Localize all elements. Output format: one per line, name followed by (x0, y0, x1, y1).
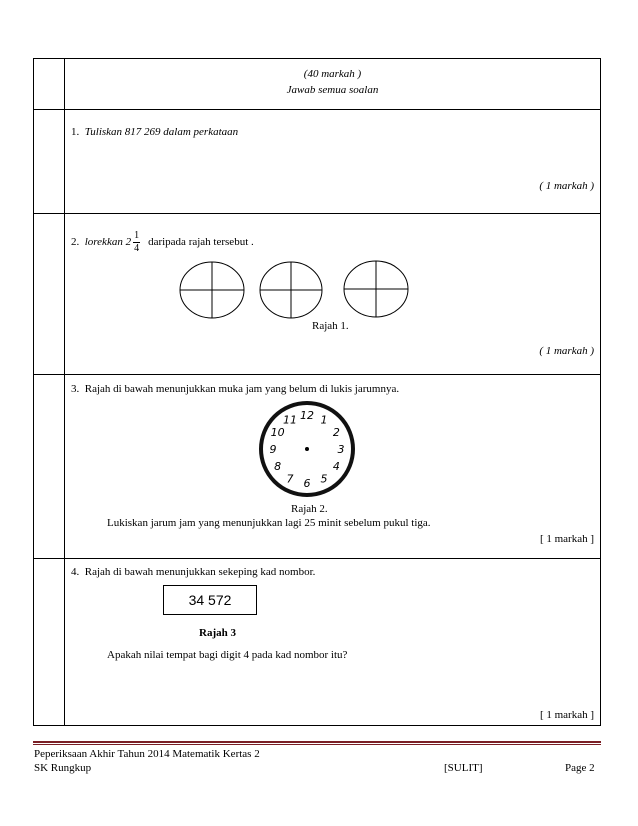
total-marks: (40 markah ) (303, 68, 362, 80)
clock-numeral: 2 (332, 426, 340, 439)
clock-center-dot (305, 447, 309, 451)
circle-diagrams (65, 214, 601, 374)
exam-title: Peperiksaan Akhir Tahun 2014 Matematik Kertas 2 (34, 748, 260, 760)
question-text: Rajah di bawah menunjukkan sekeping kad nombor. (84, 566, 316, 578)
instruction: Jawab semua soalan (286, 84, 379, 96)
classification-label: [SULIT] (444, 762, 483, 774)
question-number: 3. (71, 383, 80, 395)
quartered-circle-1 (180, 262, 244, 318)
margin-cell (34, 559, 65, 726)
figure-caption: Rajah 3 (199, 627, 236, 639)
margin-cell (34, 110, 65, 214)
fraction-numerator: 1 (134, 230, 140, 241)
section-header (65, 59, 601, 110)
question-text: Tuliskan 817 269 dalam perkataan (84, 126, 239, 138)
footer-rule (33, 741, 601, 743)
question-text: Rajah di bawah menunjukkan muka jam yang belum di lukis jarumnya. (84, 383, 400, 395)
clock-numeral: 12 (300, 409, 314, 422)
number-card: 34 572 (163, 585, 257, 615)
page-number: Page 2 (565, 762, 595, 774)
question-4 (65, 559, 601, 726)
question-number: 1. (71, 126, 80, 138)
footer-rule-thin (33, 744, 601, 745)
question-table (33, 58, 601, 726)
question-number: 4. (71, 566, 80, 578)
clock-numeral: 8 (274, 460, 282, 473)
question-number: 2. (71, 236, 80, 249)
figure-caption: Rajah 2. (291, 503, 328, 515)
marks-label: [ 1 markah ] (539, 533, 594, 545)
clock-numeral: 9 (269, 443, 277, 456)
clock-numeral: 11 (283, 413, 297, 427)
question-instruction: Lukiskan jarum jam yang menunjukkan lagi 25 minit sebelum pukul tiga. (107, 517, 431, 529)
clock-numeral: 1 (320, 413, 328, 427)
question-text-post: daripada rajah tersebut . (148, 236, 254, 249)
marks-label: ( 1 markah ) (539, 345, 594, 357)
question-prompt: Apakah nilai tempat bagi digit 4 pada kad nombor itu? (107, 649, 348, 661)
figure-caption: Rajah 1. (312, 320, 349, 332)
clock-numeral: 6 (303, 477, 311, 490)
clock-numeral: 7 (286, 472, 294, 486)
quartered-circle-2 (260, 262, 322, 318)
clock-numeral: 5 (320, 472, 328, 486)
margin-cell (34, 375, 65, 559)
quartered-circle-3 (344, 261, 408, 317)
margin-cell (34, 59, 65, 110)
clock-numeral: 3 (337, 443, 345, 456)
clock-face (65, 375, 601, 558)
margin-cell (34, 214, 65, 375)
fraction-denominator: 4 (134, 243, 140, 254)
question-3 (65, 375, 601, 559)
school-name: SK Rungkup (34, 762, 92, 774)
question-1 (65, 110, 601, 214)
marks-label: ( 1 markah ) (539, 180, 594, 192)
question-text-pre: lorekkan 2 (84, 236, 132, 249)
marks-label: [ 1 markah ] (539, 709, 594, 721)
question-2 (65, 214, 601, 375)
clock-numeral: 10 (270, 426, 285, 439)
clock-numeral: 4 (332, 460, 340, 473)
